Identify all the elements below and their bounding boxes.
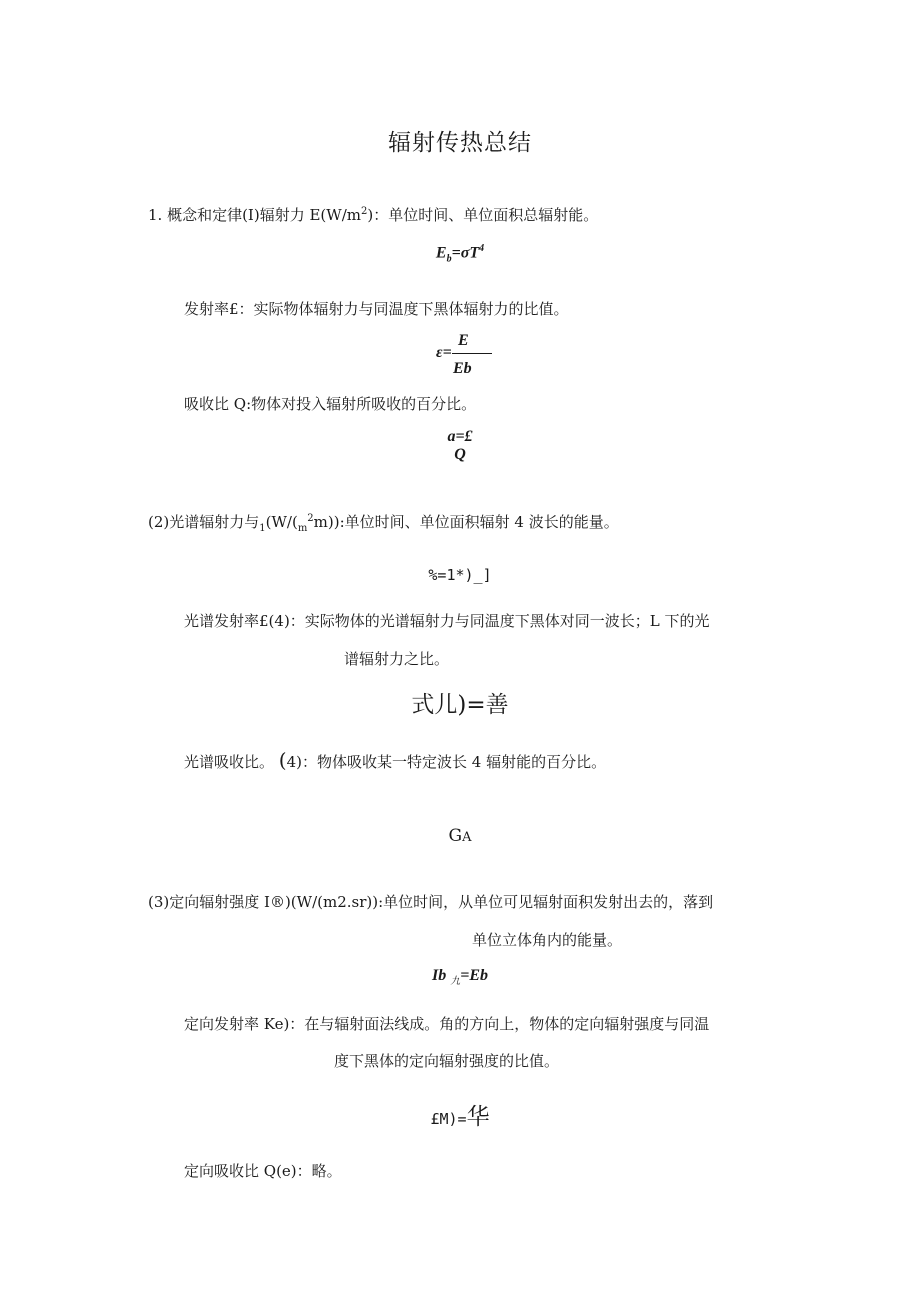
eq-eps-numerator: E: [458, 332, 469, 349]
equation-ga: [0, 826, 920, 846]
directional-emissivity-line-1: 定向发射率 Ke)：在与辐射面法线成。角的方向上，物体的定向辐射强度与同温: [184, 1015, 710, 1033]
eq-part: G: [448, 826, 463, 846]
absorptivity-definition: 吸收比 Q:物体对投入辐射所吸收的百分比。: [184, 395, 477, 413]
eq-part: =σT: [451, 244, 480, 262]
eq-absorptivity-bottom: Q: [454, 446, 466, 463]
text: 4)：物体吸收某一特定波长 4 辐射能的百分比。: [286, 753, 607, 771]
paren: (: [278, 748, 287, 772]
subscript: 1: [259, 523, 266, 534]
superscript: 2: [307, 513, 314, 524]
text: 光谱吸收比。: [184, 753, 275, 771]
subscript: m: [297, 523, 308, 534]
eq-part: £M)=: [430, 1110, 467, 1128]
spectral-absorptivity: [184, 748, 606, 772]
eq-part: Ib: [431, 967, 447, 984]
intro-text: 1. 概念和定律(I)辐射力 E(W/m: [148, 206, 361, 224]
eq-subscript: b: [446, 253, 452, 265]
eq-part: 华: [466, 1104, 490, 1130]
spectral-emissivity-line-1: 光谱发射率£(4)：实际物体的光谱辐射力与同温度下黑体对同一波长；L 下的光: [184, 612, 710, 630]
section-3-intro-line-1: (3)定向辐射强度 I®)(W/(m2.sr)):单位时间，从单位可见辐射面积发射出去的，落到: [148, 893, 714, 911]
emissivity-definition: 发射率£：实际物体辐射力与同温度下黑体辐射力的比值。: [184, 300, 569, 318]
equation-spectral-emissivity: 式儿)=善: [411, 692, 509, 718]
section-2-intro: [148, 511, 619, 534]
eq-superscript: 4: [479, 243, 485, 254]
section-1-intro: [148, 204, 598, 225]
spectral-emissivity-line-2: 谱辐射力之比。: [344, 650, 450, 668]
eq-part: A: [462, 830, 472, 845]
directional-emissivity-line-2: 度下黑体的定向辐射强度的比值。: [334, 1052, 560, 1070]
page-title: 辐射传热总结: [388, 130, 532, 156]
eq-eps-lhs: ε=: [436, 344, 452, 361]
intro-text: (2)光谱辐射力与: [148, 513, 260, 531]
equation-directional-emissivity: [0, 1098, 920, 1131]
intro-text: )：单位时间、单位面积总辐射能。: [367, 206, 599, 224]
eq-eps-denominator: Eb: [453, 360, 472, 377]
intro-text: (W/(: [265, 513, 298, 531]
superscript: 2: [360, 206, 368, 217]
directional-absorptivity: 定向吸收比 Q(e)：略。: [184, 1162, 342, 1180]
eq-part: E: [435, 244, 447, 262]
fraction-line: [452, 353, 492, 354]
section-3-intro-line-2: 单位立体角内的能量。: [472, 931, 623, 949]
equation-directional-intensity: [0, 967, 920, 987]
eq-absorptivity-top: a=£: [447, 428, 473, 445]
equation-spectral-power: %=1*)_]: [428, 566, 492, 584]
eq-subscript: 九: [450, 976, 461, 988]
eq-part: =Eb: [460, 967, 489, 984]
equation-stefan-boltzmann: [0, 243, 920, 265]
intro-text: m)):单位时间、单位面积辐射 4 波长的能量。: [313, 513, 619, 531]
